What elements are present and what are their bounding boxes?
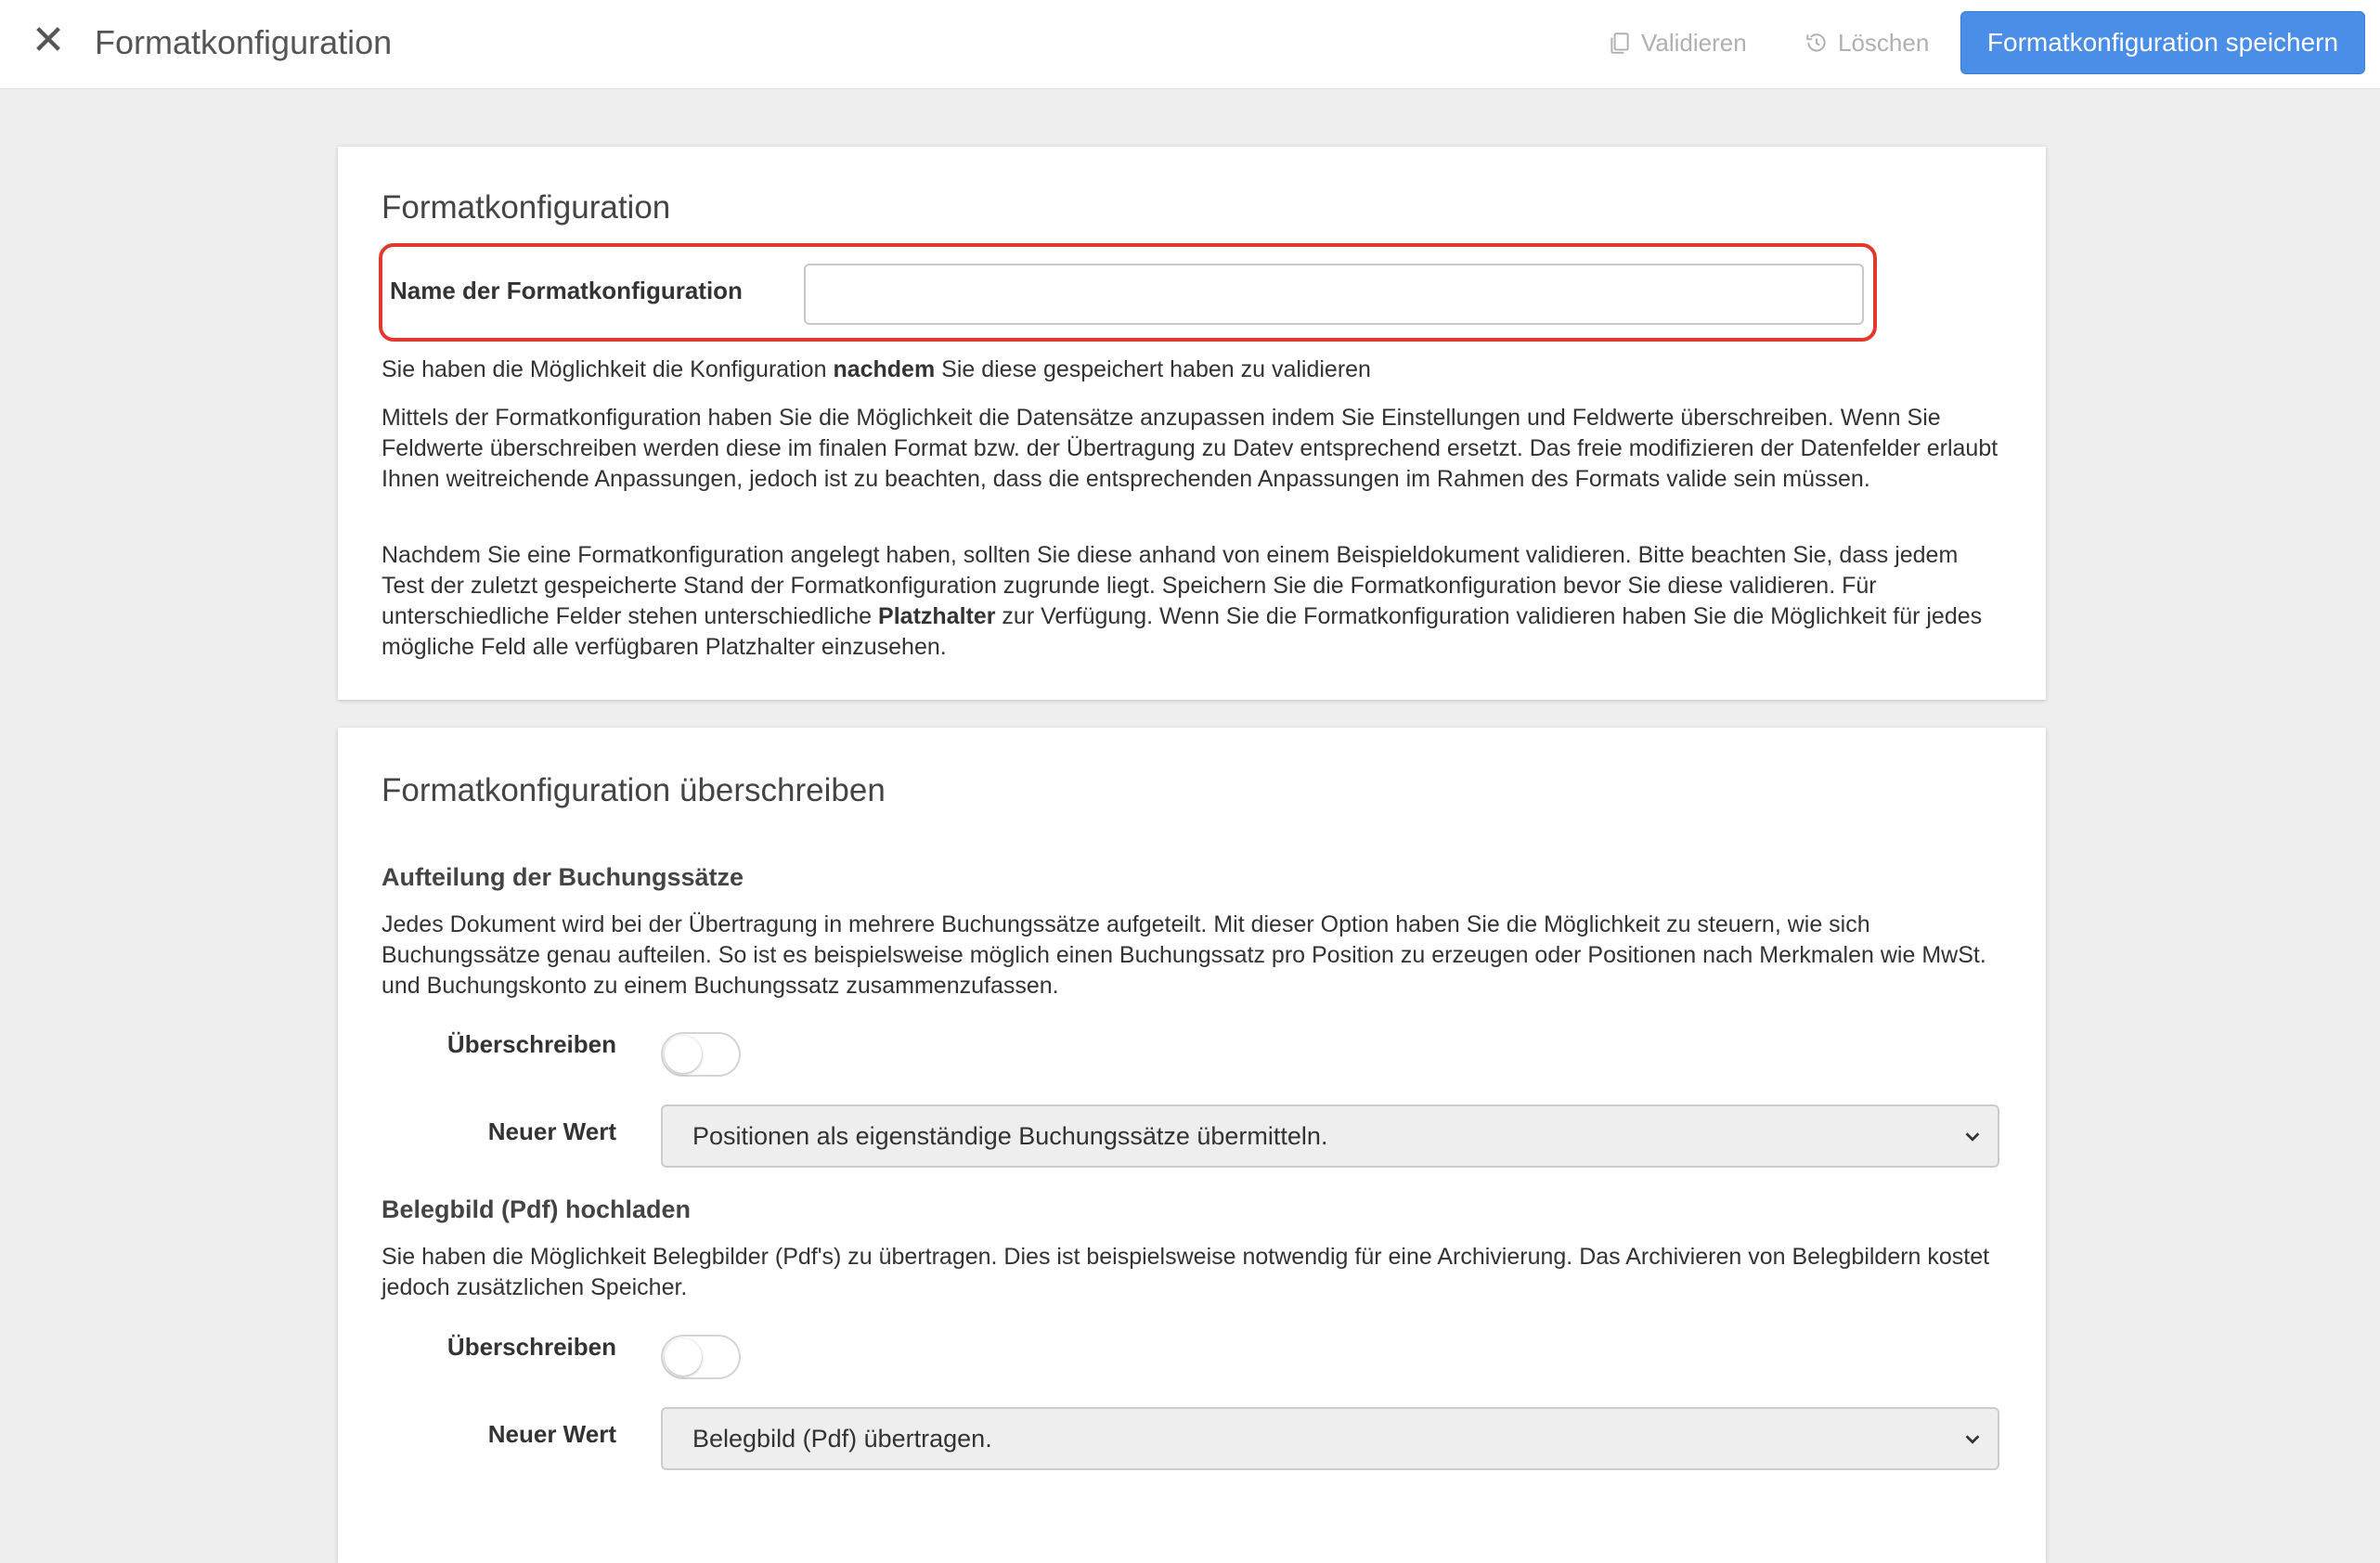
new-value-select[interactable] <box>661 1407 1999 1470</box>
new-value-label: Neuer Wert <box>487 1420 616 1448</box>
override-card <box>338 728 2046 1563</box>
validate-button[interactable] <box>1608 24 1747 61</box>
select-value: Belegbild (Pdf) übertragen. <box>692 1424 992 1453</box>
select-value: Positionen als eigenständige Buchungssätze übermitteln. <box>692 1121 1328 1150</box>
new-value-label: Neuer Wert <box>487 1117 616 1145</box>
name-field-label: Name der Formatkonfiguration <box>390 277 743 304</box>
info-text-placeholders: Nachdem Sie eine Formatkonfiguration angelegt haben, sollten Sie diese anhand von einem Beispieldokument validieren. Bitte beachten Sie, dass jedem Test der zuletzt gespeicherte Stand der Formatkonfiguration zugrunde liegt. Speichern Sie die Formatkonfiguration bevor Sie diese validieren. Für unterschiedliche Felder stehen unterschiedliche Platzhalter zur Verfügung. Wenn Sie die Formatkonfiguration validieren haben Sie die Möglichkeit für jedes mögliche Feld alle verfügbaren Platzhalter einzusehen. <box>382 542 1983 660</box>
save-button[interactable]: Formatkonfiguration speichern <box>1960 11 2365 74</box>
new-value-select[interactable] <box>661 1104 1999 1168</box>
info-text-validate: Sie haben die Möglichkeit die Konfiguration nachdem Sie diese gespeichert haben zu validieren <box>382 356 1371 382</box>
history-icon <box>1804 31 1829 55</box>
section-description: Jedes Dokument wird bei der Übertragung in mehrere Buchungssätze aufgeteilt. Mit dieser Option haben Sie die Möglichkeit zu steuern, wie sich Buchungssätze genau aufteilen. So ist es beispielsweise möglich einen Buchungssatz pro Position zu erzeugen oder Positionen nach Merkmalen wie MwSt. und Buchungskonto zu einem Buchungssatz zusammenzufassen. <box>382 911 1986 999</box>
chevron-down-icon <box>1962 1429 1983 1450</box>
close-icon[interactable]: ✕ <box>31 18 66 63</box>
delete-label: Löschen <box>1838 28 1930 57</box>
toggle-knob <box>665 1338 702 1376</box>
section-title: Belegbild (Pdf) hochladen <box>382 1195 692 1223</box>
validate-label: Validieren <box>1641 28 1747 57</box>
section-description: Sie haben die Möglichkeit Belegbilder (Pdf's) zu übertragen. Dies ist beispielsweise notwendig für eine Archivierung. Das Archivieren von Belegbildern kostet jedoch zusätzlichen Speicher. <box>382 1244 1990 1300</box>
section-title: Aufteilung der Buchungssätze <box>382 863 744 891</box>
card-title: Formatkonfiguration überschreiben <box>382 772 886 808</box>
delete-button[interactable] <box>1804 24 1929 61</box>
page-title: Formatkonfiguration <box>95 23 393 61</box>
card-title: Formatkonfiguration <box>382 189 671 226</box>
toggle-knob <box>665 1036 702 1073</box>
override-toggle[interactable] <box>661 1032 741 1077</box>
info-text-description: Mittels der Formatkonfiguration haben Sie die Möglichkeit die Datensätze anzupassen indem Sie Einstellungen und Feldwerte überschreiben. Wenn Sie Feldwerte überschreiben werden diese im finalen Format bzw. der Übertragung zu Datev entsprechend ersetzt. Das freie modifizieren der Datenfelder erlaubt Ihnen weitreichende Anpassungen, jedoch ist zu beachten, dass die entsprechenden Anpassungen im Rahmen des Formats valide sein müssen. <box>382 405 1998 492</box>
chevron-down-icon <box>1962 1127 1983 1147</box>
override-label: Überschreiben <box>446 1333 616 1361</box>
name-field-highlight <box>379 243 1877 342</box>
format-config-card <box>338 147 2046 700</box>
override-toggle[interactable] <box>661 1335 741 1379</box>
top-bar <box>0 0 2380 89</box>
override-label: Überschreiben <box>446 1030 616 1058</box>
name-field[interactable] <box>804 264 1864 325</box>
copy-icon <box>1608 31 1632 55</box>
